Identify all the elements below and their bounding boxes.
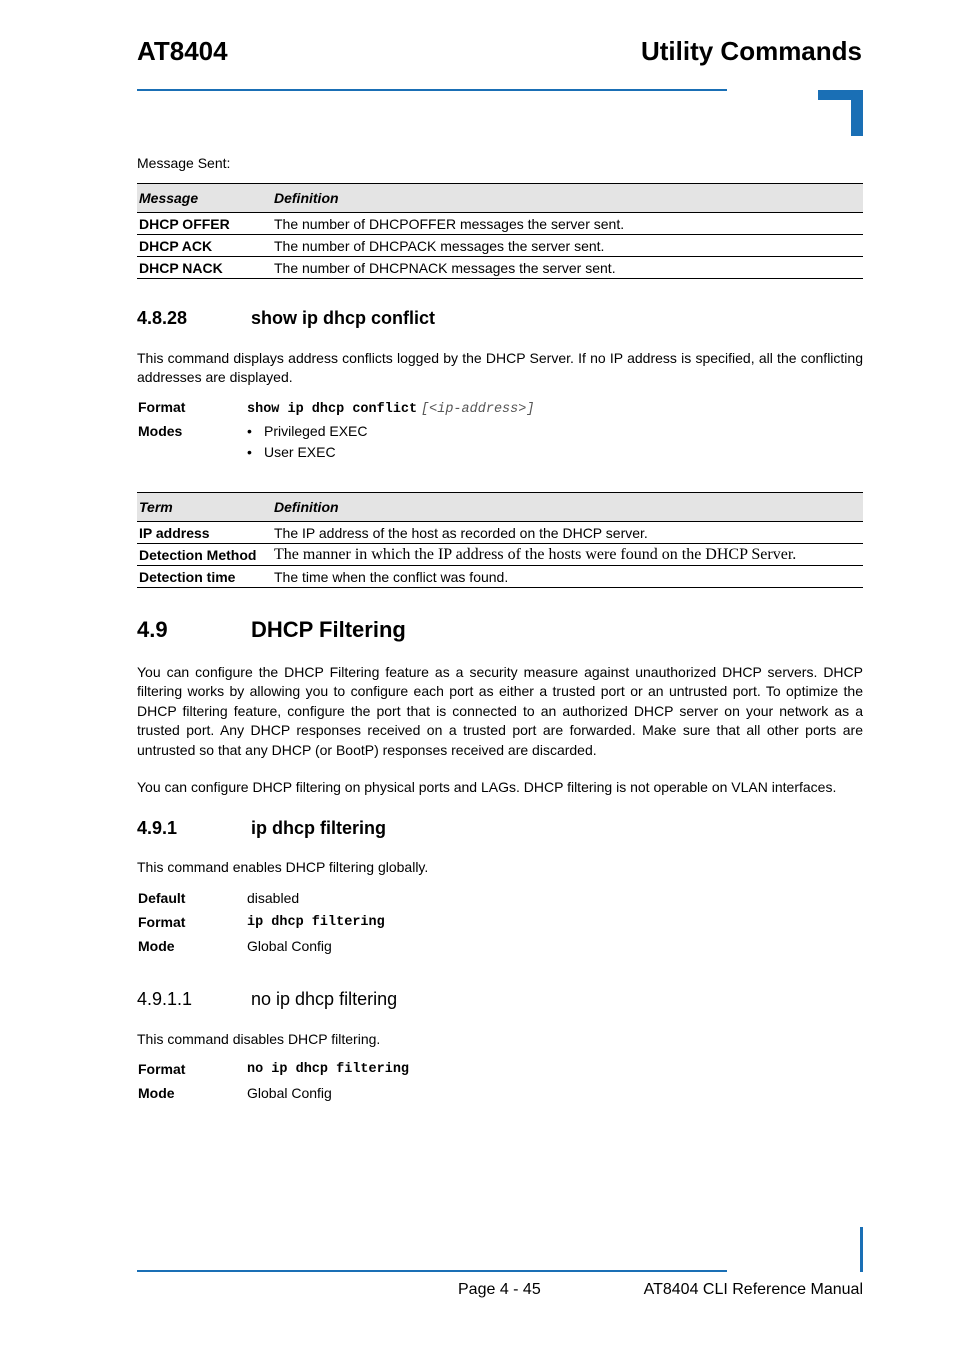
modes-list [247, 423, 368, 465]
column-header: Definition [272, 184, 863, 213]
command-syntax: no ip dhcp filtering [247, 1062, 410, 1077]
section-title: show ip dhcp conflict [251, 308, 435, 328]
format-label: Format [138, 914, 186, 930]
list-item: • User EXEC [247, 444, 368, 465]
table-row [137, 566, 863, 588]
table-cell-definition: The manner in which the IP address of the hosts were found on the DHCP Server. [272, 544, 863, 566]
header-rule [137, 89, 727, 91]
format-label: Format [138, 1061, 186, 1077]
section-number: 4.8.28 [137, 308, 188, 328]
header-product-name: AT8404 [137, 36, 228, 66]
mode-value: Global Config [247, 1085, 332, 1101]
table-row [137, 235, 863, 257]
section-number: 4.9 [137, 617, 168, 642]
table-cell-definition: The number of DHCPNACK messages the server sent. [272, 257, 863, 279]
column-header: Definition [272, 493, 863, 522]
section-title: no ip dhcp filtering [251, 989, 398, 1009]
section-description: This command enables DHCP filtering globally. [137, 859, 429, 875]
header-chapter-title: Utility Commands [640, 36, 862, 66]
section-number: 4.9.1.1 [137, 989, 193, 1009]
footer-corner-mark-vertical [860, 1227, 863, 1272]
table-header-row [137, 493, 863, 522]
column-header: Term [137, 493, 272, 522]
format-label: Format [138, 399, 186, 415]
section-title: ip dhcp filtering [251, 818, 386, 838]
header-corner-mark-vertical [851, 90, 863, 136]
footer-rule [137, 1270, 727, 1272]
table-cell-term: Detection time [137, 566, 272, 588]
message-sent-table [137, 183, 863, 279]
section-description: This command disables DHCP filtering. [137, 1031, 381, 1047]
manual-title: AT8404 CLI Reference Manual [643, 1281, 863, 1298]
mode-value: Global Config [247, 938, 332, 954]
table-cell-definition: The number of DHCPOFFER messages the server sent. [272, 213, 863, 235]
modes-list-container [247, 423, 368, 465]
default-label: Default [138, 890, 186, 906]
table-cell-definition: The number of DHCPACK messages the server sent. [272, 235, 863, 257]
table-row [137, 213, 863, 235]
mode-label: Mode [138, 938, 175, 954]
command-syntax: ip dhcp filtering [247, 915, 385, 930]
table-cell-definition: The IP address of the host as recorded on the DHCP server. [272, 522, 863, 544]
table-cell-term: DHCP ACK [137, 235, 272, 257]
section-paragraph: You can configure the DHCP Filtering feature as a security measure against unauthorized DHCP servers. DHCP filtering works by allowing you to configure each port as either a trusted port or an untrusted port. To optimize the DHCP filtering feature, configure the port that is connected to an authorized DHCP server on your network as a trusted port. Any DHCP responses received on a trusted port are forwarded. Make sure that all other ports are untrusted so that any DHCP (or BootP) responses received are discarded. [137, 664, 863, 758]
section-paragraph: You can configure DHCP filtering on physical ports and LAGs. DHCP filtering is not operable on VLAN interfaces. [137, 779, 837, 795]
table-cell-term: DHCP NACK [137, 257, 272, 279]
table-header-row [137, 184, 863, 213]
conflict-term-table [137, 492, 863, 588]
command-syntax: show ip dhcp conflict [247, 402, 418, 417]
format-syntax [247, 399, 534, 417]
table-cell-term: IP address [137, 522, 272, 544]
table-row [137, 522, 863, 544]
message-sent-label: Message Sent: [137, 155, 231, 171]
table-cell-definition: The time when the conflict was found. [272, 566, 863, 588]
column-header: Message [137, 184, 272, 213]
modes-label: Modes [138, 423, 183, 439]
section-description: This command displays address conflicts logged by the DHCP Server. If no IP address is specified, all the conflicting addresses are displayed. [137, 350, 863, 386]
section-number: 4.9.1 [137, 818, 178, 838]
table-cell-term: Detection Method [137, 544, 272, 566]
default-value: disabled [247, 890, 300, 906]
mode-label: Mode [138, 1085, 175, 1101]
table-cell-term: DHCP OFFER [137, 213, 272, 235]
table-row [137, 544, 863, 566]
section-title: DHCP Filtering [251, 617, 406, 642]
command-argument: [<ip-address>] [421, 402, 535, 417]
table-row [137, 257, 863, 279]
page-number: Page 4 - 45 [458, 1281, 541, 1298]
list-item: • Privileged EXEC [247, 423, 368, 444]
